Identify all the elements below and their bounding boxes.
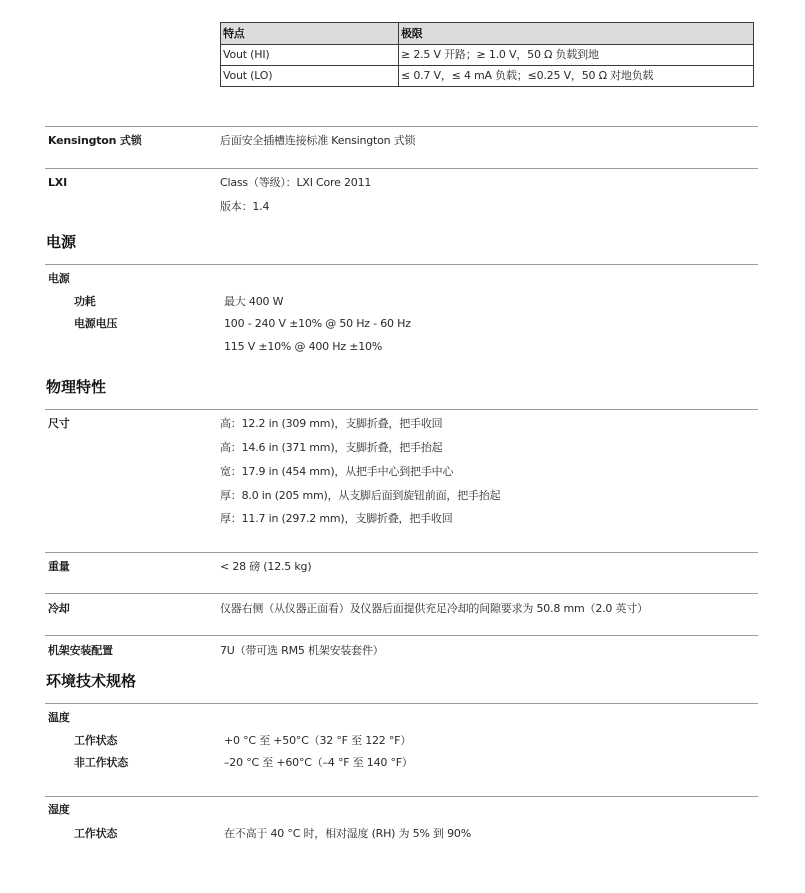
table-header-cell: 特点 [221,23,399,45]
dimension-line: 宽：17.9 in (454 mm)，从把手中心到把手中心 [220,465,454,478]
weight-value: < 28 磅 (12.5 kg) [220,560,312,573]
power-voltage-value: 100 - 240 V ±10% @ 50 Hz - 60 Hz [224,317,411,330]
hum-operating-label: 工作状态 [74,827,118,840]
lxi-version-value: 版本：1.4 [220,200,270,213]
dimension-line: 高：12.2 in (309 mm)，支脚折叠，把手收回 [220,417,443,430]
divider [45,552,758,553]
divider [45,126,758,127]
temp-operating-label: 工作状态 [74,734,118,747]
table-header-row [221,23,754,45]
hum-operating-value: 在不高于 40 °C 时，相对湿度 (RH) 为 5% 到 90% [224,827,471,840]
divider [45,264,758,265]
power-consumption-label: 功耗 [74,295,96,308]
power-voltage-value: 115 V ±10% @ 400 Hz ±10% [224,340,383,353]
temp-nonoperating-label: 非工作状态 [74,756,128,769]
temperature-label: 温度 [48,711,70,724]
limits-table [220,22,754,87]
dimension-line: 厚：8.0 in (205 mm)，从支脚后面到旋钮前面，把手抬起 [220,489,501,502]
dimensions-label: 尺寸 [48,417,70,430]
table-cell: ≥ 2.5 V 开路；≥ 1.0 V，50 Ω 负载到地 [399,45,754,66]
lxi-label: LXI [48,176,67,189]
power-group-label: 电源 [48,272,70,285]
table-row [221,66,754,87]
cooling-value: 仪器右侧（从仪器正面看）及仪器后面提供充足冷却的间隙要求为 50.8 mm（2.0 英寸） [220,602,648,615]
divider [45,593,758,594]
divider [45,409,758,410]
power-voltage-label: 电源电压 [74,317,118,330]
section-heading-physical: 物理特性 [46,378,107,396]
dimension-line: 高：14.6 in (371 mm)，支脚折叠，把手抬起 [220,441,443,454]
table-cell: Vout (HI) [221,45,399,66]
rack-value: 7U（带可选 RM5 机架安装套件） [220,644,384,657]
dimension-line: 厚：11.7 in (297.2 mm)，支脚折叠，把手收回 [220,512,453,525]
divider [45,703,758,704]
power-consumption-value: 最大 400 W [224,295,284,308]
table-cell: Vout (LO) [221,66,399,87]
table-header-cell: 极限 [399,23,754,45]
section-heading-power: 电源 [46,233,77,251]
lxi-class-value: Class（等级）：LXI Core 2011 [220,176,372,189]
kensington-value: 后面安全插槽连接标准 Kensington 式锁 [220,134,416,147]
section-heading-environment: 环境技术规格 [46,672,137,690]
kensington-label: Kensington 式锁 [48,134,142,147]
table-row [221,45,754,66]
temp-nonoperating-value: –20 °C 至 +60°C（–4 °F 至 140 °F） [224,756,413,769]
cooling-label: 冷却 [48,602,70,615]
divider [45,635,758,636]
table-cell: ≤ 0.7 V，≤ 4 mA 负载；≤0.25 V，50 Ω 对地负载 [399,66,754,87]
rack-label: 机架安装配置 [48,644,113,657]
divider [45,796,758,797]
temp-operating-value: +0 °C 至 +50°C（32 °F 至 122 °F） [224,734,412,747]
divider [45,168,758,169]
weight-label: 重量 [48,560,70,573]
humidity-label: 湿度 [48,803,70,816]
